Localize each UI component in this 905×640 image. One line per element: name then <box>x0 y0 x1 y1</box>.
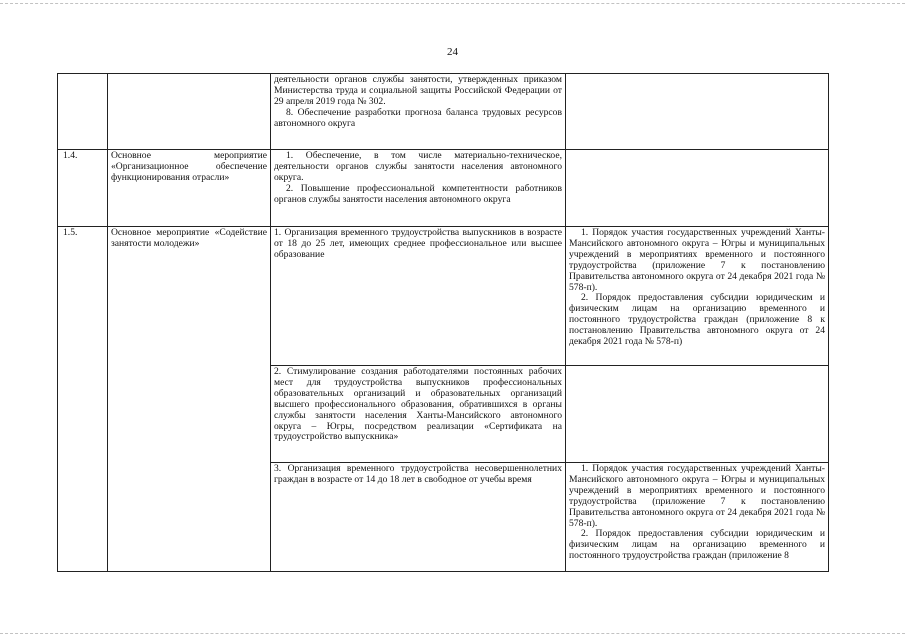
table-row-continuation <box>58 74 829 150</box>
content-paragraph: 1. Обеспечение, в том числе материально-техническое, деятельности органов службы занятости населения автономного округа. <box>274 150 562 183</box>
measure-content-cell <box>271 366 566 463</box>
documents-cell <box>566 150 829 227</box>
measure-content-cell <box>271 74 566 150</box>
measure-name-cell: Основное мероприятие «Организационное обеспечение функционирования отрасли» <box>108 150 271 227</box>
document-paragraph: 1. Порядок участия государственных учреждений Ханты-Мансийского автономного округа – Югры и муниципальных учреждений в мероприятиях временного и постоянного трудоустройства (приложение 7 к постановлению Правительства автономного округа от 24 декабря 2021 года № 578-п). <box>569 463 825 529</box>
documents-cell <box>566 227 829 366</box>
document-paragraph: 2. Порядок предоставления субсидии юридическим и физическим лицам на организацию временного и постоянного трудоустройства граждан (приложение 8 <box>569 528 825 562</box>
measure-content-cell <box>271 227 566 366</box>
content-paragraph: 8. Обеспечение разработки прогноза баланса трудовых ресурсов автономного округа <box>274 106 562 129</box>
table-row-1-4 <box>58 150 829 227</box>
measures-table <box>57 73 829 572</box>
measure-content-cell <box>271 150 566 227</box>
measure-content-cell <box>271 463 566 572</box>
document-paragraph: 2. Порядок предоставления субсидии юридическим и физическим лицам на организацию временного и постоянного трудоустройства граждан (приложение 8 к постановлению Правительства автономного округа от 24 декабря 2021 года № 578-п) <box>569 292 825 348</box>
table-row-1-5 <box>58 227 829 366</box>
document-paragraph: 1. Порядок участия государственных учреждений Ханты-Мансийского автономного округа – Югры и муниципальных учреждений в мероприятиях временного и постоянного трудоустройства (приложение 7 к постановлению Правительства автономного округа от 24 декабря 2021 года № 578-п). <box>569 227 825 293</box>
documents-cell <box>566 463 829 572</box>
row-number-cell: 1.5. <box>58 227 108 572</box>
content-paragraph: деятельности органов службы занятости, утвержденных приказом Министерства труда и социальной защиты Российской Федерации от 29 апреля 2019 года № 302. <box>274 74 562 107</box>
scan-edge-top <box>0 3 905 6</box>
documents-cell <box>566 74 829 150</box>
measure-name-cell: Основное мероприятие «Содействие занятости молодежи» <box>108 227 271 572</box>
content-paragraph: 3. Организация временного трудоустройства несовершеннолетних граждан в возрасте от 14 до 18 лет в свободное от учебы время <box>274 463 562 485</box>
row-number-cell: 1.4. <box>58 150 108 227</box>
content-paragraph: 2. Стимулирование создания работодателями постоянных рабочих мест для трудоустройства выпускников профессиональных образовательных организаций и образовательных организаций высшего профессионального образования, обратившихся в органы службы занятости населения Ханты-Мансийского автономного округа – Югры, посредством реализации «Сертификата на трудоустройство выпускника» <box>274 366 562 443</box>
measure-name-cell <box>108 74 271 150</box>
row-number-cell <box>58 74 108 150</box>
documents-cell <box>566 366 829 463</box>
page-number: 24 <box>447 46 458 58</box>
content-paragraph: 2. Повышение профессиональной компетентности работников органов службы занятости населения автономного округа <box>274 182 562 205</box>
content-paragraph: 1. Организация временного трудоустройства выпускников в возрасте от 18 до 25 лет, имеющих среднее профессиональное или высшее образование <box>274 227 562 260</box>
scan-edge-bottom <box>0 633 905 636</box>
